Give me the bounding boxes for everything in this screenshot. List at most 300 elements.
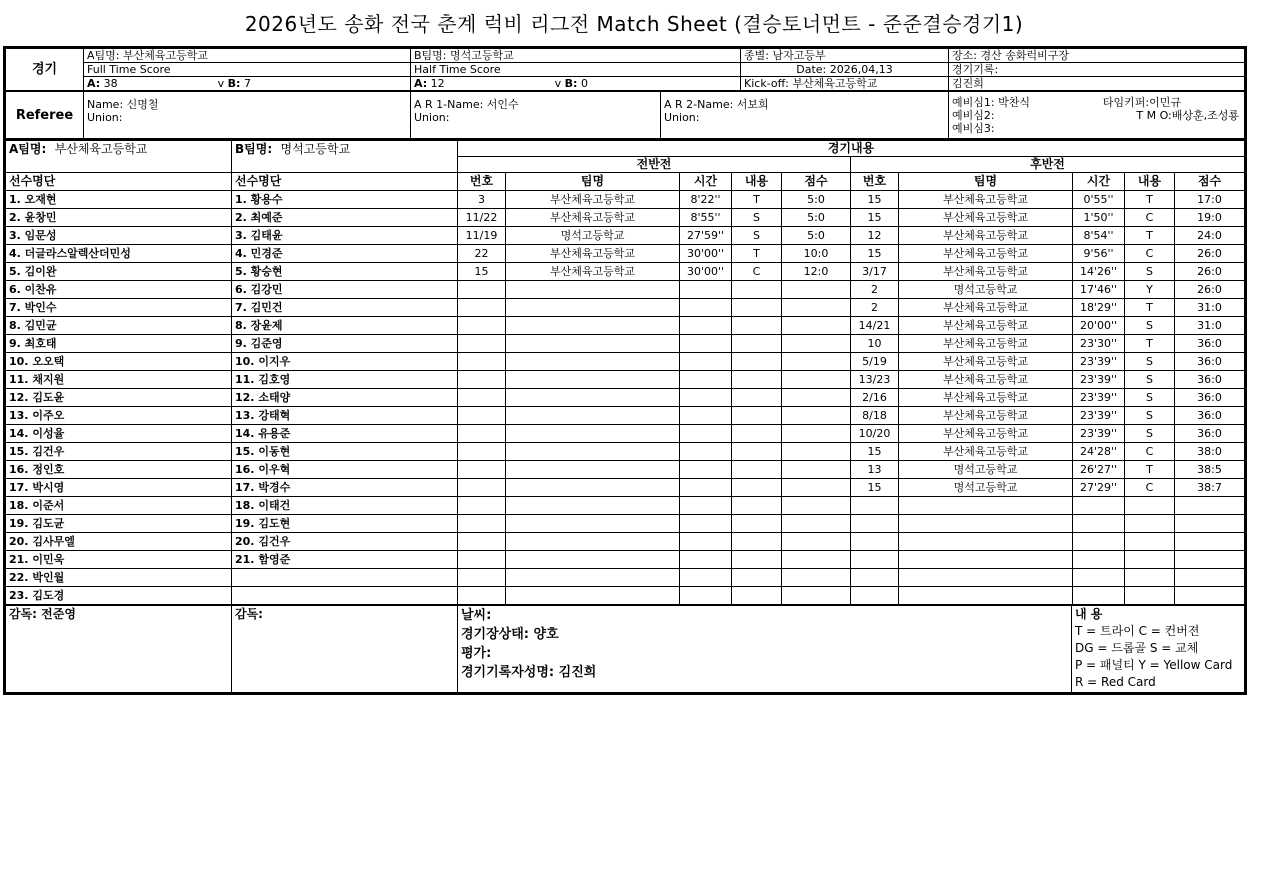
- second-half-event-no: 8/18: [851, 407, 899, 425]
- second-half-event-time: 9'56'': [1073, 245, 1125, 263]
- game-label: 경기: [6, 49, 84, 91]
- first-half-event-time: [680, 281, 732, 299]
- team-a-player: 10. 오오택: [6, 353, 232, 371]
- first-half-event-no: [458, 533, 506, 551]
- second-half-event-time: [1073, 551, 1125, 569]
- second-half-event-team: 부산체육고등학교: [899, 263, 1073, 281]
- legend: 내 용 T = 트라이 C = 컨버젼 DG = 드롭골 S = 교체 P = 패널티 Y = Yellow Card R = Red Card: [1072, 606, 1245, 693]
- second-half-event-no: 13/23: [851, 371, 899, 389]
- second-half-event-type: T: [1125, 461, 1175, 479]
- footer-table: [5, 605, 1245, 693]
- second-half-event-time: 18'29'': [1073, 299, 1125, 317]
- team-b-player: 1. 황용수: [232, 191, 458, 209]
- half-time-score: A: 12 v B: 0: [411, 77, 741, 91]
- second-half-event-no: 12: [851, 227, 899, 245]
- second-half-event-time: 26'27'': [1073, 461, 1125, 479]
- team-a-player: 19. 김도균: [6, 515, 232, 533]
- team-a-player: 21. 이민욱: [6, 551, 232, 569]
- second-half-event-score: 26:0: [1175, 281, 1245, 299]
- category: 종별: 남자고등부: [741, 49, 949, 63]
- first-half-event-score: [782, 479, 851, 497]
- first-half-event-no: [458, 569, 506, 587]
- team-a-player: 14. 이성율: [6, 425, 232, 443]
- second-half-event-type: T: [1125, 191, 1175, 209]
- second-half-event-team: 부산체육고등학교: [899, 407, 1073, 425]
- first-half-event-type: [732, 425, 782, 443]
- col-score: 점수: [782, 173, 851, 191]
- first-half-event-no: [458, 479, 506, 497]
- second-half-event-score: 38:7: [1175, 479, 1245, 497]
- second-half-event-type: [1125, 515, 1175, 533]
- second-half-event-team: 부산체육고등학교: [899, 191, 1073, 209]
- second-half-event-score: [1175, 569, 1245, 587]
- table-row: [6, 227, 1245, 245]
- first-half-event-time: [680, 497, 732, 515]
- first-half-event-team: [506, 299, 680, 317]
- second-half-event-score: 36:0: [1175, 371, 1245, 389]
- table-row: [6, 497, 1245, 515]
- first-half-event-team: [506, 551, 680, 569]
- first-half-event-score: [782, 569, 851, 587]
- second-half-event-team: 부산체육고등학교: [899, 371, 1073, 389]
- second-half-event-no: 10: [851, 335, 899, 353]
- first-half-event-score: [782, 425, 851, 443]
- team-b-player: 19. 김도현: [232, 515, 458, 533]
- first-half-event-no: [458, 443, 506, 461]
- first-half-event-team: [506, 569, 680, 587]
- second-half-event-no: 2/16: [851, 389, 899, 407]
- second-half-event-type: [1125, 533, 1175, 551]
- second-half-event-team: 부산체육고등학교: [899, 353, 1073, 371]
- team-b-player: 21. 함영준: [232, 551, 458, 569]
- team-a-name: A팀명: 부산체육고등학교: [84, 49, 411, 63]
- table-row: [6, 407, 1245, 425]
- second-half-event-score: 36:0: [1175, 425, 1245, 443]
- first-half-event-no: 11/22: [458, 209, 506, 227]
- first-half-event-score: 10:0: [782, 245, 851, 263]
- referee-name: Name: 신명철 Union:: [84, 92, 411, 139]
- recorder-name: 김진희: [949, 77, 1245, 91]
- second-half-event-no: 15: [851, 209, 899, 227]
- team-a-player: 9. 최호태: [6, 335, 232, 353]
- first-half-event-no: [458, 281, 506, 299]
- first-half-event-score: 5:0: [782, 191, 851, 209]
- second-half-event-team: [899, 587, 1073, 605]
- first-half-event-type: [732, 335, 782, 353]
- first-half-event-score: [782, 407, 851, 425]
- col-type: 내용: [1125, 173, 1175, 191]
- first-half-event-no: 15: [458, 263, 506, 281]
- second-half-event-type: S: [1125, 371, 1175, 389]
- first-half-event-team: [506, 587, 680, 605]
- second-half-event-team: 명석고등학교: [899, 281, 1073, 299]
- second-half-event-time: 24'28'': [1073, 443, 1125, 461]
- first-half-event-score: [782, 335, 851, 353]
- team-b-player: 13. 강태혁: [232, 407, 458, 425]
- team-b-player: 9. 김준영: [232, 335, 458, 353]
- team-b-player: [232, 587, 458, 605]
- team-a-player: 6. 이찬유: [6, 281, 232, 299]
- first-half-event-no: [458, 407, 506, 425]
- first-half-event-score: 12:0: [782, 263, 851, 281]
- second-half-event-type: S: [1125, 425, 1175, 443]
- first-half-event-type: T: [732, 191, 782, 209]
- table-row: [6, 335, 1245, 353]
- second-half-event-no: 13: [851, 461, 899, 479]
- second-half-event-no: 15: [851, 245, 899, 263]
- second-half-event-no: 10/20: [851, 425, 899, 443]
- team-b-name: B팀명: 명석고등학교: [411, 49, 741, 63]
- first-half-event-score: [782, 497, 851, 515]
- second-half-event-team: 부산체육고등학교: [899, 245, 1073, 263]
- col-score: 점수: [1175, 173, 1245, 191]
- col-no: 번호: [458, 173, 506, 191]
- first-half-event-type: [732, 389, 782, 407]
- second-half-event-team: 부산체육고등학교: [899, 425, 1073, 443]
- first-half-event-no: [458, 299, 506, 317]
- second-half-event-score: 17:0: [1175, 191, 1245, 209]
- second-half-event-no: 2: [851, 281, 899, 299]
- team-a-player: 13. 이주오: [6, 407, 232, 425]
- second-half-event-time: [1073, 533, 1125, 551]
- first-half-event-type: T: [732, 245, 782, 263]
- first-half-event-time: [680, 407, 732, 425]
- second-half-event-score: [1175, 515, 1245, 533]
- second-half-event-score: 24:0: [1175, 227, 1245, 245]
- first-half-event-no: [458, 587, 506, 605]
- table-row: [6, 191, 1245, 209]
- second-half-event-team: 부산체육고등학교: [899, 317, 1073, 335]
- coach-a: 감독: 전준영: [6, 606, 232, 693]
- first-half-event-time: 8'22'': [680, 191, 732, 209]
- second-half-event-type: S: [1125, 317, 1175, 335]
- team-a-player: 11. 채지원: [6, 371, 232, 389]
- table-row: [6, 461, 1245, 479]
- first-half-event-team: [506, 389, 680, 407]
- first-half-event-time: [680, 551, 732, 569]
- team-b-player: 8. 장윤제: [232, 317, 458, 335]
- team-a-player: 2. 윤창민: [6, 209, 232, 227]
- referee-label: Referee: [6, 92, 84, 139]
- second-half-event-score: 26:0: [1175, 263, 1245, 281]
- first-half-event-time: [680, 587, 732, 605]
- first-half-event-score: [782, 353, 851, 371]
- first-half-event-score: [782, 281, 851, 299]
- first-half-event-score: [782, 515, 851, 533]
- table-row: [6, 317, 1245, 335]
- second-half-event-score: [1175, 551, 1245, 569]
- page-title: 2026년도 송화 전국 춘계 럭비 리그전 Match Sheet (결승토너먼트 - 준준결승경기1): [244, 12, 1024, 36]
- table-row: [6, 551, 1245, 569]
- first-half-event-type: S: [732, 227, 782, 245]
- team-a-player: 5. 김이완: [6, 263, 232, 281]
- first-half-event-time: 8'55'': [680, 209, 732, 227]
- second-half-event-type: [1125, 551, 1175, 569]
- first-half-event-team: 부산체육고등학교: [506, 191, 680, 209]
- first-half-event-no: [458, 551, 506, 569]
- table-row: [6, 353, 1245, 371]
- first-half-event-score: 5:0: [782, 209, 851, 227]
- first-half-event-no: [458, 389, 506, 407]
- second-half-event-team: [899, 515, 1073, 533]
- second-half-event-type: C: [1125, 443, 1175, 461]
- first-half-event-team: [506, 425, 680, 443]
- match-content-table: [5, 139, 1245, 605]
- first-half-event-score: [782, 389, 851, 407]
- first-half-event-score: [782, 533, 851, 551]
- referee-table: [5, 91, 1245, 139]
- match-sheet: [3, 46, 1247, 695]
- team-b-player: 2. 최예준: [232, 209, 458, 227]
- second-half-event-team: 부산체육고등학교: [899, 227, 1073, 245]
- second-half-event-score: [1175, 533, 1245, 551]
- second-half-event-time: 23'30'': [1073, 335, 1125, 353]
- col-type: 내용: [732, 173, 782, 191]
- table-row: [6, 515, 1245, 533]
- second-half-event-team: [899, 569, 1073, 587]
- second-half-event-type: S: [1125, 389, 1175, 407]
- first-half-event-no: [458, 335, 506, 353]
- match-notes: 날씨: 경기장상태: 양호 평가: 경기기록자성명: 김진희: [458, 606, 1072, 693]
- second-half-event-team: 명석고등학교: [899, 461, 1073, 479]
- second-half-event-type: T: [1125, 227, 1175, 245]
- first-half-event-type: [732, 281, 782, 299]
- second-half-event-no: [851, 569, 899, 587]
- second-half-event-team: 부산체육고등학교: [899, 335, 1073, 353]
- first-half-event-no: [458, 371, 506, 389]
- first-half-event-time: [680, 569, 732, 587]
- first-half-event-type: [732, 317, 782, 335]
- second-half-event-type: [1125, 569, 1175, 587]
- second-half-event-team: 부산체육고등학교: [899, 389, 1073, 407]
- second-half-event-time: [1073, 497, 1125, 515]
- second-half-event-time: 8'54'': [1073, 227, 1125, 245]
- second-half-event-time: [1073, 569, 1125, 587]
- first-half-event-time: 27'59'': [680, 227, 732, 245]
- first-half-event-team: [506, 353, 680, 371]
- half-time-label: Half Time Score: [411, 63, 741, 77]
- second-half-event-score: [1175, 587, 1245, 605]
- first-half-event-time: [680, 299, 732, 317]
- second-half-event-score: 26:0: [1175, 245, 1245, 263]
- second-half-event-time: 20'00'': [1073, 317, 1125, 335]
- first-half-event-time: [680, 389, 732, 407]
- team-a-player: 16. 정인호: [6, 461, 232, 479]
- first-half-event-type: [732, 479, 782, 497]
- first-half-event-time: 30'00'': [680, 263, 732, 281]
- second-half-event-type: C: [1125, 209, 1175, 227]
- team-b-player: 12. 소태양: [232, 389, 458, 407]
- second-half-event-score: 38:0: [1175, 443, 1245, 461]
- team-a-header: A팀명: 부산체육고등학교: [6, 140, 232, 173]
- second-half-header: 후반전: [851, 157, 1245, 173]
- game-info-table: [5, 48, 1245, 91]
- first-half-event-score: [782, 461, 851, 479]
- first-half-event-no: [458, 497, 506, 515]
- team-b-header: B팀명: 명석고등학교: [232, 140, 458, 173]
- first-half-event-type: [732, 533, 782, 551]
- table-row: [6, 299, 1245, 317]
- second-half-event-score: 36:0: [1175, 353, 1245, 371]
- team-b-player: 14. 유용준: [232, 425, 458, 443]
- table-row: [6, 281, 1245, 299]
- first-half-event-team: [506, 317, 680, 335]
- second-half-event-time: 23'39'': [1073, 353, 1125, 371]
- first-half-event-score: [782, 551, 851, 569]
- second-half-event-team: 부산체육고등학교: [899, 299, 1073, 317]
- first-half-event-time: [680, 371, 732, 389]
- first-half-event-type: [732, 443, 782, 461]
- second-half-event-no: [851, 515, 899, 533]
- first-half-event-no: [458, 515, 506, 533]
- first-half-event-team: [506, 515, 680, 533]
- first-half-event-no: [458, 317, 506, 335]
- second-half-event-type: [1125, 497, 1175, 515]
- first-half-event-time: [680, 317, 732, 335]
- team-b-player: 4. 민경준: [232, 245, 458, 263]
- team-a-player: 18. 이준서: [6, 497, 232, 515]
- team-a-player: 12. 김도윤: [6, 389, 232, 407]
- second-half-event-score: 19:0: [1175, 209, 1245, 227]
- first-half-event-type: S: [732, 209, 782, 227]
- second-half-event-team: 부산체육고등학교: [899, 209, 1073, 227]
- recorder-label: 경기기록:: [949, 63, 1245, 77]
- first-half-event-score: 5:0: [782, 227, 851, 245]
- first-half-event-team: [506, 497, 680, 515]
- first-half-event-score: [782, 317, 851, 335]
- table-row: [6, 479, 1245, 497]
- first-half-event-no: [458, 353, 506, 371]
- first-half-event-team: [506, 335, 680, 353]
- first-half-event-time: [680, 533, 732, 551]
- second-half-event-type: C: [1125, 479, 1175, 497]
- team-b-player: 16. 이우혁: [232, 461, 458, 479]
- first-half-event-team: [506, 407, 680, 425]
- second-half-event-time: [1073, 515, 1125, 533]
- table-row: [6, 245, 1245, 263]
- first-half-event-time: [680, 461, 732, 479]
- second-half-event-type: Y: [1125, 281, 1175, 299]
- first-half-event-type: [732, 461, 782, 479]
- second-half-event-no: [851, 551, 899, 569]
- first-half-event-team: 부산체육고등학교: [506, 209, 680, 227]
- venue: 장소: 경산 송화럭비구장: [949, 49, 1245, 63]
- first-half-event-team: 명석고등학교: [506, 227, 680, 245]
- table-row: [6, 443, 1245, 461]
- first-half-event-no: 3: [458, 191, 506, 209]
- col-team: 팀명: [899, 173, 1073, 191]
- team-a-player: 22. 박인월: [6, 569, 232, 587]
- second-half-event-type: C: [1125, 245, 1175, 263]
- first-half-event-team: 부산체육고등학교: [506, 245, 680, 263]
- first-half-event-team: [506, 533, 680, 551]
- first-half-event-time: 30'00'': [680, 245, 732, 263]
- second-half-event-score: 31:0: [1175, 299, 1245, 317]
- table-row: [6, 569, 1245, 587]
- second-half-event-score: 36:0: [1175, 335, 1245, 353]
- team-b-players-header: 선수명단: [232, 173, 458, 191]
- second-half-event-time: [1073, 587, 1125, 605]
- second-half-event-time: 23'39'': [1073, 389, 1125, 407]
- team-b-player: 15. 이동현: [232, 443, 458, 461]
- table-row: [6, 263, 1245, 281]
- first-half-event-team: [506, 371, 680, 389]
- first-half-header: 전반전: [458, 157, 851, 173]
- second-half-event-team: 명석고등학교: [899, 479, 1073, 497]
- team-a-player: 15. 김건우: [6, 443, 232, 461]
- col-time: 시간: [1073, 173, 1125, 191]
- second-half-event-time: 23'39'': [1073, 407, 1125, 425]
- match-date: Date: 2026,04,13: [741, 63, 949, 77]
- team-b-player: 20. 김건우: [232, 533, 458, 551]
- content-header: 경기내용: [458, 140, 1245, 157]
- team-b-player: 10. 이지우: [232, 353, 458, 371]
- first-half-event-type: [732, 515, 782, 533]
- first-half-event-time: [680, 515, 732, 533]
- second-half-event-no: 2: [851, 299, 899, 317]
- second-half-event-score: 36:0: [1175, 389, 1245, 407]
- second-half-event-time: 27'29'': [1073, 479, 1125, 497]
- team-b-player: 17. 박경수: [232, 479, 458, 497]
- team-a-player: 3. 임문성: [6, 227, 232, 245]
- first-half-event-type: [732, 407, 782, 425]
- second-half-event-type: [1125, 587, 1175, 605]
- table-row: [6, 587, 1245, 605]
- first-half-event-team: [506, 461, 680, 479]
- second-half-event-team: [899, 533, 1073, 551]
- first-half-event-time: [680, 479, 732, 497]
- col-team: 팀명: [506, 173, 680, 191]
- second-half-event-type: S: [1125, 407, 1175, 425]
- second-half-event-no: 14/21: [851, 317, 899, 335]
- first-half-event-type: C: [732, 263, 782, 281]
- team-b-player: 18. 이태건: [232, 497, 458, 515]
- kickoff: Kick-off: 부산체육고등학교: [741, 77, 949, 91]
- ar1: A R 1-Name: 서인수 Union:: [411, 92, 661, 139]
- team-a-player: 20. 김사무엘: [6, 533, 232, 551]
- first-half-event-score: [782, 587, 851, 605]
- first-half-event-score: [782, 371, 851, 389]
- table-row: [6, 209, 1245, 227]
- second-half-event-type: S: [1125, 353, 1175, 371]
- team-a-player: 8. 김민균: [6, 317, 232, 335]
- first-half-event-team: 부산체육고등학교: [506, 263, 680, 281]
- first-half-event-team: [506, 443, 680, 461]
- team-a-player: 17. 박시영: [6, 479, 232, 497]
- first-half-event-time: [680, 425, 732, 443]
- team-b-player: 11. 김호영: [232, 371, 458, 389]
- first-half-event-type: [732, 569, 782, 587]
- table-row: [6, 533, 1245, 551]
- second-half-event-team: 부산체육고등학교: [899, 443, 1073, 461]
- first-half-event-score: [782, 443, 851, 461]
- full-time-score: A: 38 v B: 7: [84, 77, 411, 91]
- team-a-player: 1. 오재현: [6, 191, 232, 209]
- first-half-event-no: 22: [458, 245, 506, 263]
- second-half-event-score: [1175, 497, 1245, 515]
- team-a-player: 7. 박인수: [6, 299, 232, 317]
- first-half-event-no: 11/19: [458, 227, 506, 245]
- second-half-event-time: 1'50'': [1073, 209, 1125, 227]
- second-half-event-team: [899, 497, 1073, 515]
- second-half-event-score: 36:0: [1175, 407, 1245, 425]
- second-half-event-no: 15: [851, 443, 899, 461]
- coach-b: 감독:: [232, 606, 458, 693]
- first-half-event-type: [732, 587, 782, 605]
- second-half-event-no: 15: [851, 479, 899, 497]
- second-half-event-type: T: [1125, 335, 1175, 353]
- second-half-event-no: 5/19: [851, 353, 899, 371]
